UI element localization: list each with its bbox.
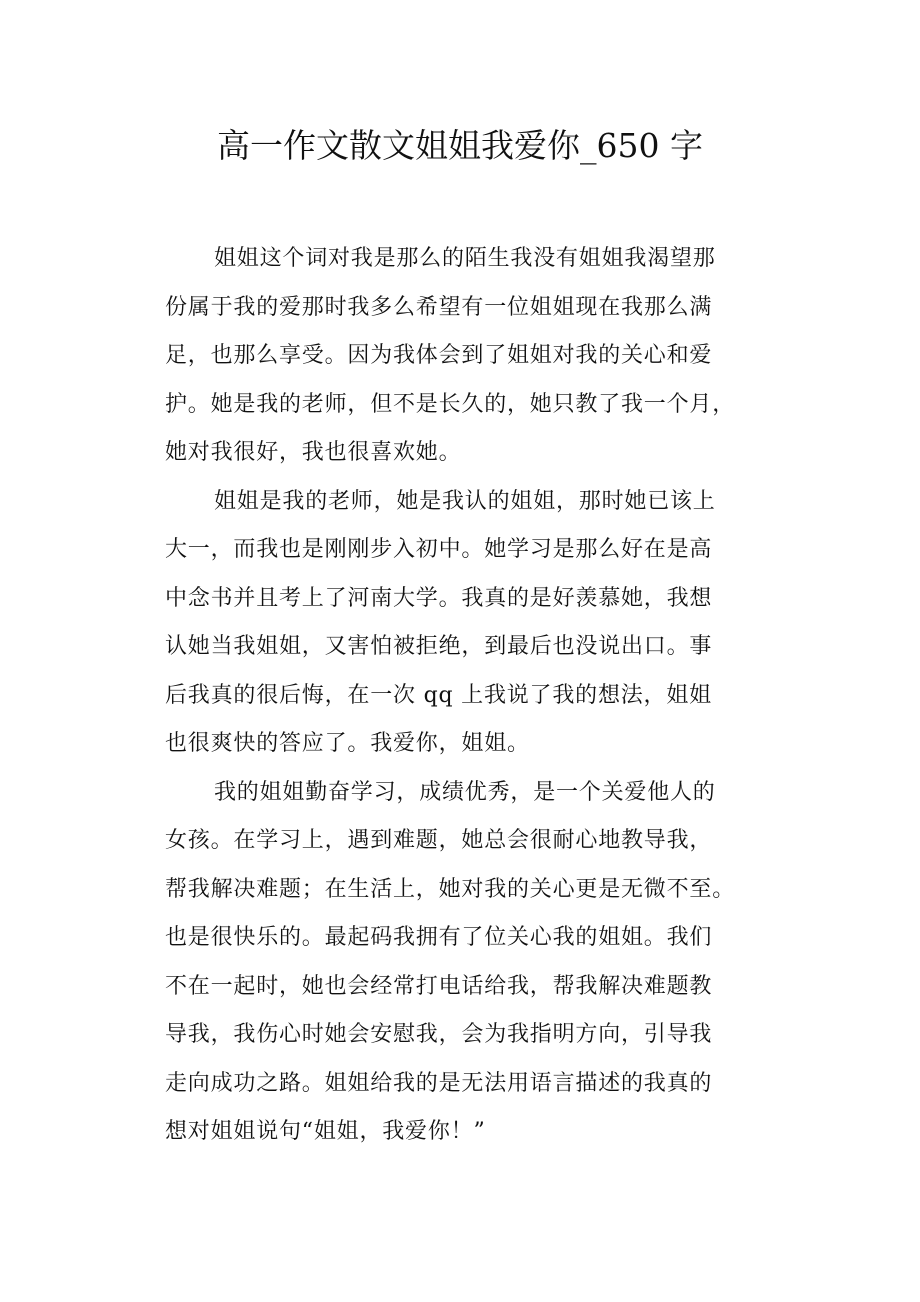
essay-body <box>165 235 785 1157</box>
text-line: 女孩。在学习上，遇到难题，她总会很耐心地教导我， <box>165 828 713 853</box>
text-line: 后我真的很后悔，在一次 qq 上我说了我的想法，姐姐 <box>165 682 712 708</box>
text-line: 想对姐姐说句“姐姐，我爱你！” <box>165 1119 486 1144</box>
text-line: 姐姐这个词对我是那么的陌生我没有姐姐我渴望那 <box>214 246 716 271</box>
paragraph-3 <box>165 769 785 1157</box>
text-line: 走向成功之路。姐姐给我的是无法用语言描述的我真的 <box>165 1070 713 1096</box>
page-title: 高一作文散文姐姐我爱你_650 字 <box>217 126 703 165</box>
text-line: 不在一起时，她也会经常打电话给我，帮我解决难题教 <box>165 973 713 999</box>
text-line: 中念书并且考上了河南大学。我真的是好羡慕她，我想 <box>165 585 713 611</box>
text-line: 她对我很好，我也很喜欢她。 <box>165 440 462 465</box>
text-line: 份属于我的爱那时我多么希望有一位姐姐现在我那么满 <box>165 294 713 320</box>
text-line: 帮我解决难题；在生活上，她对我的关心更是无微不至。 <box>165 876 736 902</box>
text-line: 导我，我伤心时她会安慰我，会为我指明方向，引导我 <box>165 1022 713 1047</box>
paragraph-2 <box>165 478 785 769</box>
text-line: 姐姐是我的老师，她是我认的姐姐，那时她已该上 <box>214 488 716 514</box>
text-line: 足，也那么享受。因为我体会到了姐姐对我的关心和爱 <box>165 343 713 368</box>
text-line: 也很爽快的答应了。我爱你，姐姐。 <box>165 731 530 756</box>
text-line: 我的姐姐勤奋学习，成绩优秀，是一个关爱他人的 <box>214 779 716 805</box>
text-line: 护。她是我的老师，但不是长久的，她只教了我一个月， <box>165 391 736 417</box>
paragraph-1 <box>165 235 785 478</box>
text-line: 大一，而我也是刚刚步入初中。她学习是那么好在是高 <box>165 537 713 562</box>
text-line: 认她当我姐姐，又害怕被拒绝，到最后也没说出口。事 <box>165 634 713 659</box>
text-line: 也是很快乐的。最起码我拥有了位关心我的姐姐。我们 <box>165 925 713 950</box>
